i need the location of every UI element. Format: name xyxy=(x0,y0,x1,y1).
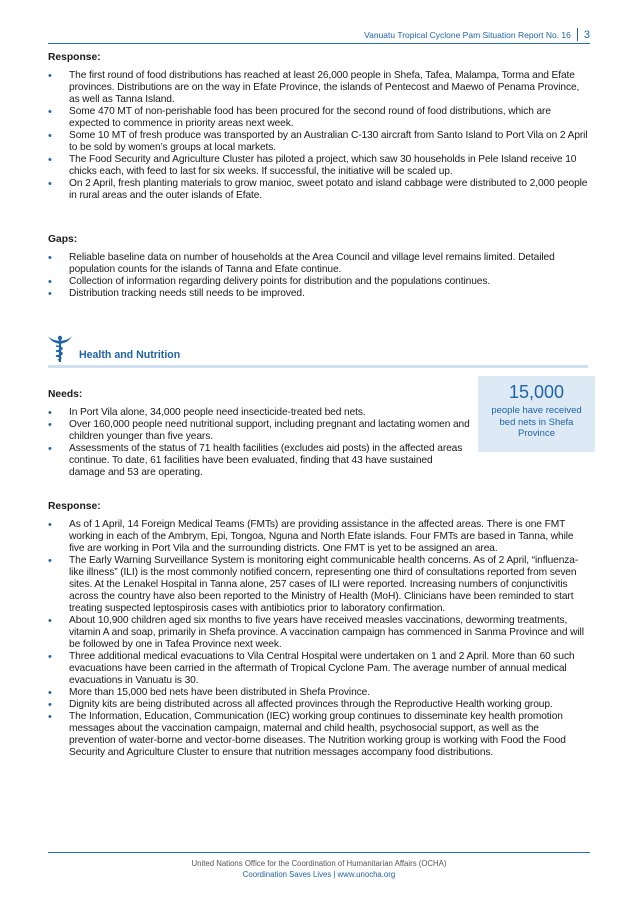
list-item: • Some 10 MT of fresh produce was transported by an Australian C-130 aircraft from Santo Island to Port Vila on 2 April to be sold by women’s groups at local markets. xyxy=(48,130,588,154)
report-title: Vanuatu Tropical Cyclone Pam Situation Report No. 16 xyxy=(364,29,571,40)
list-item: • The Early Warning Surveillance System is monitoring eight communicable health concerns. As of 2 April, “influenza-like illness” (ILI) is the most commonly notified concern, representing one third of consultations reported from seven sites. At the Lenakel Hospital in Tanna alone, 257 cases of ILI were reported. Increasing numbers of conjunctivitis across the country have also been reported to the Ministry of Health (MoH). Clinicians have been reminded to start treating suspected leptospirosis cases with antibiotics prior to laboratory confirmation. xyxy=(48,555,588,615)
page-footer xyxy=(0,858,638,880)
footer-rule xyxy=(48,852,590,853)
list-item: • Distribution tracking needs still needs to be improved. xyxy=(48,288,588,300)
caduceus-icon xyxy=(48,335,72,363)
header-rule xyxy=(48,43,590,44)
section-underline xyxy=(48,365,588,368)
food-gaps-section xyxy=(48,234,588,300)
health-response-list xyxy=(48,519,588,759)
list-item: • Dignity kits are being distributed across all affected provinces through the Reproductive Health working group. xyxy=(48,699,588,711)
list-item: • The Information, Education, Communication (IEC) working group continues to disseminate key health promotion messages about the vaccination campaign, maternal and child health, psychosocial support, as well as the prevention of water-borne and vector-borne diseases. The Nutrition working group is working with Food the Food Security and Agriculture Cluster to ensure that nutrition messages accompany food distributions. xyxy=(48,711,588,759)
list-item: • On 2 April, fresh planting materials to grow manioc, sweet potato and island cabbage were distributed to 2,000 people in rural areas and the outer islands of Efate. xyxy=(48,178,588,202)
health-section-header xyxy=(48,335,588,368)
food-response-heading: Response: xyxy=(48,52,101,63)
list-item: • More than 15,000 bed nets have been distributed in Shefa Province. xyxy=(48,687,588,699)
food-gaps-list xyxy=(48,252,588,300)
food-response-section xyxy=(48,52,588,202)
header-divider xyxy=(577,28,578,41)
list-item: • Collection of information regarding delivery points for distribution and the populations continues. xyxy=(48,276,588,288)
page-number: 3 xyxy=(583,28,590,41)
list-item: • Reliable baseline data on number of households at the Area Council and village level remains limited. Detailed population counts for the islands of Tanna and Efate continue. xyxy=(48,252,588,276)
page-header xyxy=(48,28,590,41)
food-response-list xyxy=(48,70,588,202)
list-item: • Three additional medical evacuations to Vila Central Hospital were undertaken on 1 and 2 April. More than 60 such evacuations have been carried in the aftermath of Tropical Cyclone Pam. The average number of annual medical evacuations in Vanuatu is 30. xyxy=(48,651,588,687)
footer-org: United Nations Office for the Coordination of Humanitarian Affairs (OCHA) xyxy=(191,859,447,868)
health-section-title: Health and Nutrition xyxy=(79,349,181,361)
list-item xyxy=(48,443,588,479)
food-gaps-heading: Gaps: xyxy=(48,234,78,245)
list-item: • The Food Security and Agriculture Cluster has piloted a project, which saw 30 households in Pele Island receive 10 chicks each, with feed to last for six weeks. If successful, the initiative will be scaled up. xyxy=(48,154,588,178)
list-item: • The first round of food distributions has reached at least 26,000 people in Shefa, Tafea, Malampa, Torma and Efate provinces. Distributions are on the way in Efate Province, the islands of Pentecost and Maewo of Penama Province, as well as Tanna Island. xyxy=(48,70,588,106)
list-item: • Over 160,000 people need nutritional support, including pregnant and lactating women and children younger than five years. xyxy=(48,419,478,443)
health-needs-heading: Needs: xyxy=(48,389,83,400)
list-item: • As of 1 April, 14 Foreign Medical Teams (FMTs) are providing assistance in the affected areas. There is one FMT working in each of the Ambrym, Epi, Tongoa, Nguna and North Efate islands. Four FMTs are based in Tanna, while five are working in Port Vila and the surrounding districts. One FMT is yet to be assigned an area. xyxy=(48,519,588,555)
health-needs-list xyxy=(48,407,588,479)
footer-tagline: Coordination Saves Lives | www.unocha.org xyxy=(242,870,396,879)
list-item: • Some 470 MT of non-perishable food has been procured for the second round of food distributions, which are expected to commence in priority areas next week. xyxy=(48,106,588,130)
callout-number: 15,000 xyxy=(508,382,565,402)
health-response-heading: Response: xyxy=(48,501,101,512)
list-item: • In Port Vila alone, 34,000 people need insecticide-treated bed nets. xyxy=(48,407,478,419)
list-item: • About 10,900 children aged six months to five years have received measles vaccinations, deworming treatments, vitamin A and soap, primarily in Shefa province. A vaccination campaign has commenced in Sanma Province and will be followed by one in Tafea Province next week. xyxy=(48,615,588,651)
health-needs-section xyxy=(48,389,588,479)
list-item-text: • Assessments of the status of 71 health facilities (excludes aid posts) in the affected areas continue. To date, 61 facilities have been evaluated, finding that 43 have sustained damage and 53 are operating. xyxy=(69,443,463,478)
callout-text: people have received bed nets in Shefa Province xyxy=(491,405,582,439)
health-response-section xyxy=(48,501,588,759)
